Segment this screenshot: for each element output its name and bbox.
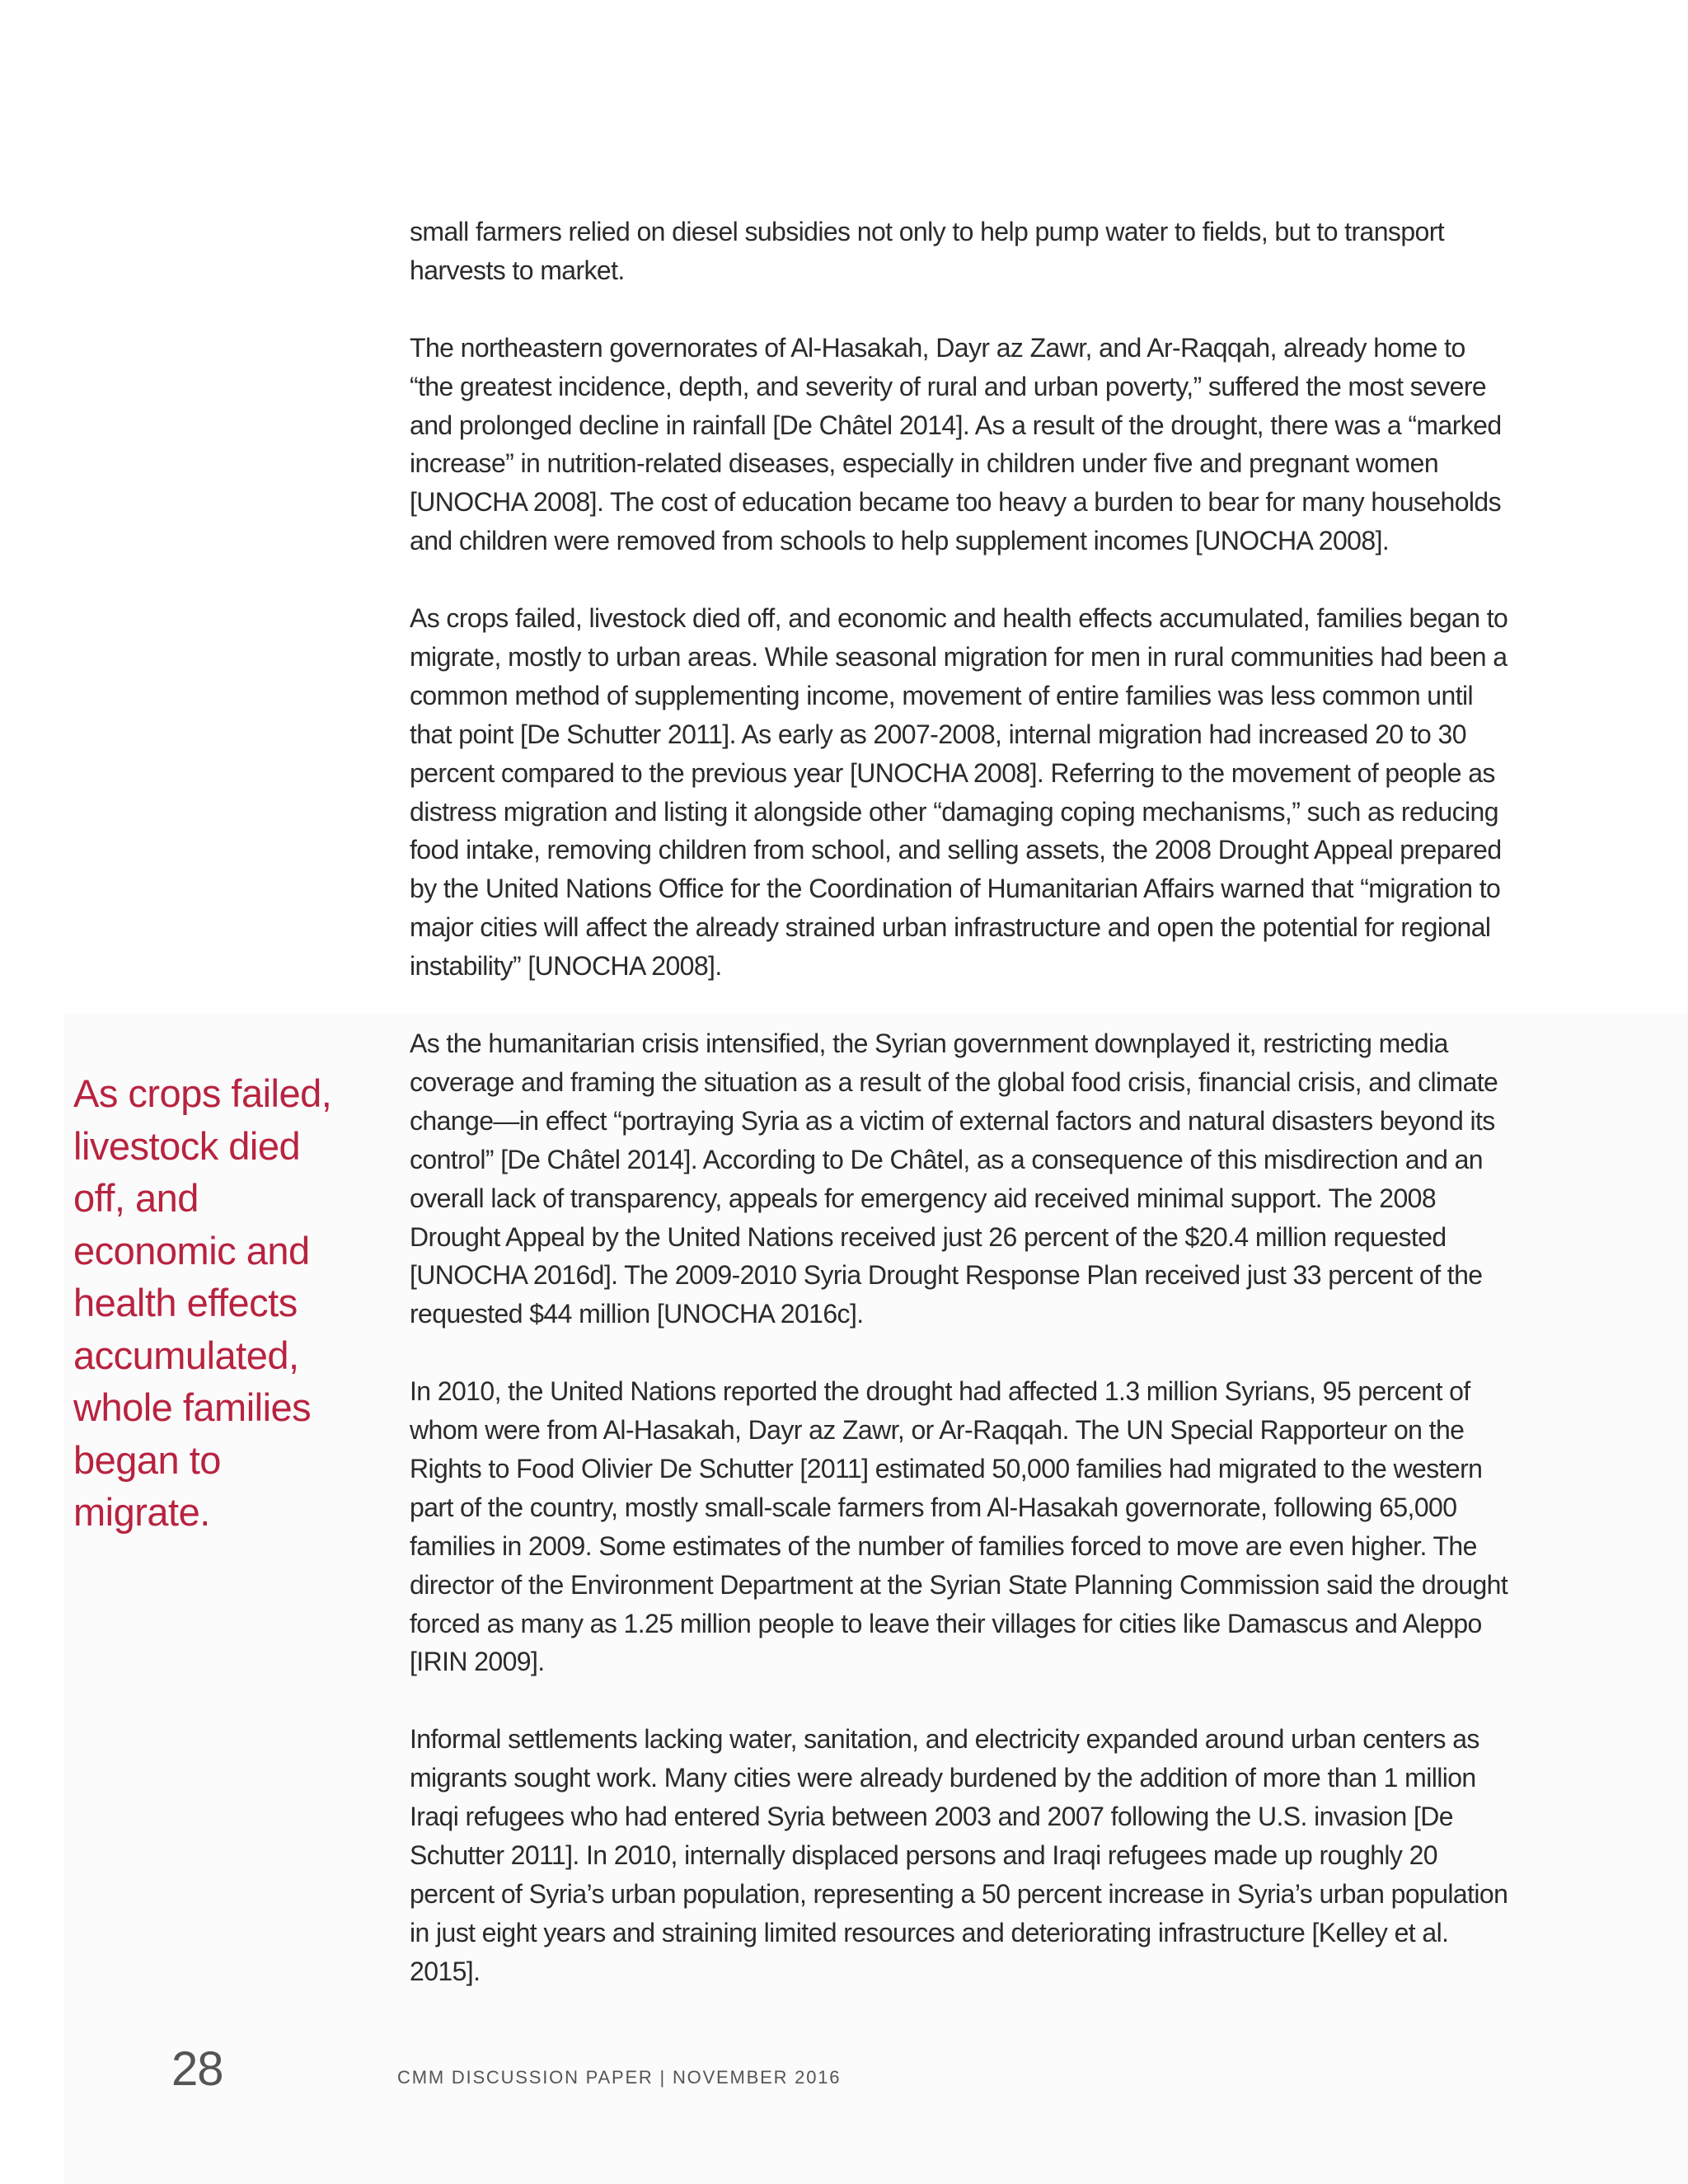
footer-label: CMM DISCUSSION PAPER | NOVEMBER 2016 <box>397 2067 842 2088</box>
paragraph-5: In 2010, the United Nations reported the drought had affected 1.3 million Syrians, 95 percent of whom were from Al-Hasakah, Dayr az Zawr, or Ar-Raqqah. The UN Special Rapporteur on the Rights to Food Olivier De Schutter [2011] estimated 50,000 families had migrated to the western part of the country, mostly small-scale farmers from Al-Hasakah governorate, following 65,000 families in 2009. Some estimates of the number of families forced to move are even higher. The director of the Environment Department at the Syrian State Planning Commission said the drought forced as many as 1.25 million people to leave their villages for cities like Damascus and Aleppo [IRIN 2009]. <box>410 1376 1508 1677</box>
body-text-column <box>410 213 1514 2030</box>
paragraph-4: As the humanitarian crisis intensified, the Syrian government downplayed it, restricting media coverage and framing the situation as a result of the global food crisis, financial crisis, and climate change—in effect “portraying Syria as a victim of external factors and natural disasters beyond its control” [De Châtel 2014]. According to De Châtel, as a consequence of this misdirection and an overall lack of transparency, appeals for emergency aid received minimal support. The 2008 Drought Appeal by the United Nations received just 26 percent of the $20.4 million requested [UNOCHA 2016d]. The 2009-2010 Syria Drought Response Plan received just 33 percent of the requested $44 million [UNOCHA 2016c]. <box>410 1028 1498 1329</box>
paragraph-2: The northeastern governorates of Al-Hasakah, Dayr az Zawr, and Ar-Raqqah, already home to “the greatest incidence, depth, and severity of rural and urban poverty,” suffered the most severe and prolonged decline in rainfall [De Châtel 2014]. As a result of the drought, there was a “marked increase” in nutrition-related diseases, especially in children under five and pregnant women [UNOCHA 2008]. The cost of education became too heavy a burden to bear for many households and children were removed from schools to help supplement incomes [UNOCHA 2008]. <box>410 332 1502 556</box>
paragraph-6: Informal settlements lacking water, sanitation, and electricity expanded around urban centers as migrants sought work. Many cities were already burdened by the addition of more than 1 million Iraqi refugees who had entered Syria between 2003 and 2007 following the U.S. invasion [De Schutter 2011]. In 2010, internally displaced persons and Iraqi refugees made up roughly 20 percent of Syria’s urban population, representing a 50 percent increase in Syria’s urban population in just eight years and straining limited resources and deteriorating infrastructure [Kelley et al. 2015]. <box>410 1724 1508 1986</box>
page-number: 28 <box>171 2042 223 2096</box>
paragraph-3: As crops failed, livestock died off, and economic and health effects accumulated, families began to migrate, mostly to urban areas. While seasonal migration for men in rural communities had been a common method of supplementing income, movement of entire families was less common until that point [De Schutter 2011]. As early as 2007-2008, internal migration had increased 20 to 30 percent compared to the previous year [UNOCHA 2008]. Referring to the movement of people as distress migration and listing it alongside other “damaging coping mechanisms,” such as reducing food intake, removing children from school, and selling assets, the 2008 Drought Appeal prepared by the United Nations Office for the Coordination of Humanitarian Affairs warned that “migration to major cities will affect the already strained urban infrastructure and open the potential for regional instability” [UNOCHA 2008]. <box>410 603 1508 982</box>
pull-quote: As crops failed, livestock died off, and economic and health effects accumulated, whole families began to migrate. <box>73 1071 332 1534</box>
paragraph-1: small farmers relied on diesel subsidies not only to help pump water to fields, but to transport harvests to market. <box>410 217 1445 285</box>
